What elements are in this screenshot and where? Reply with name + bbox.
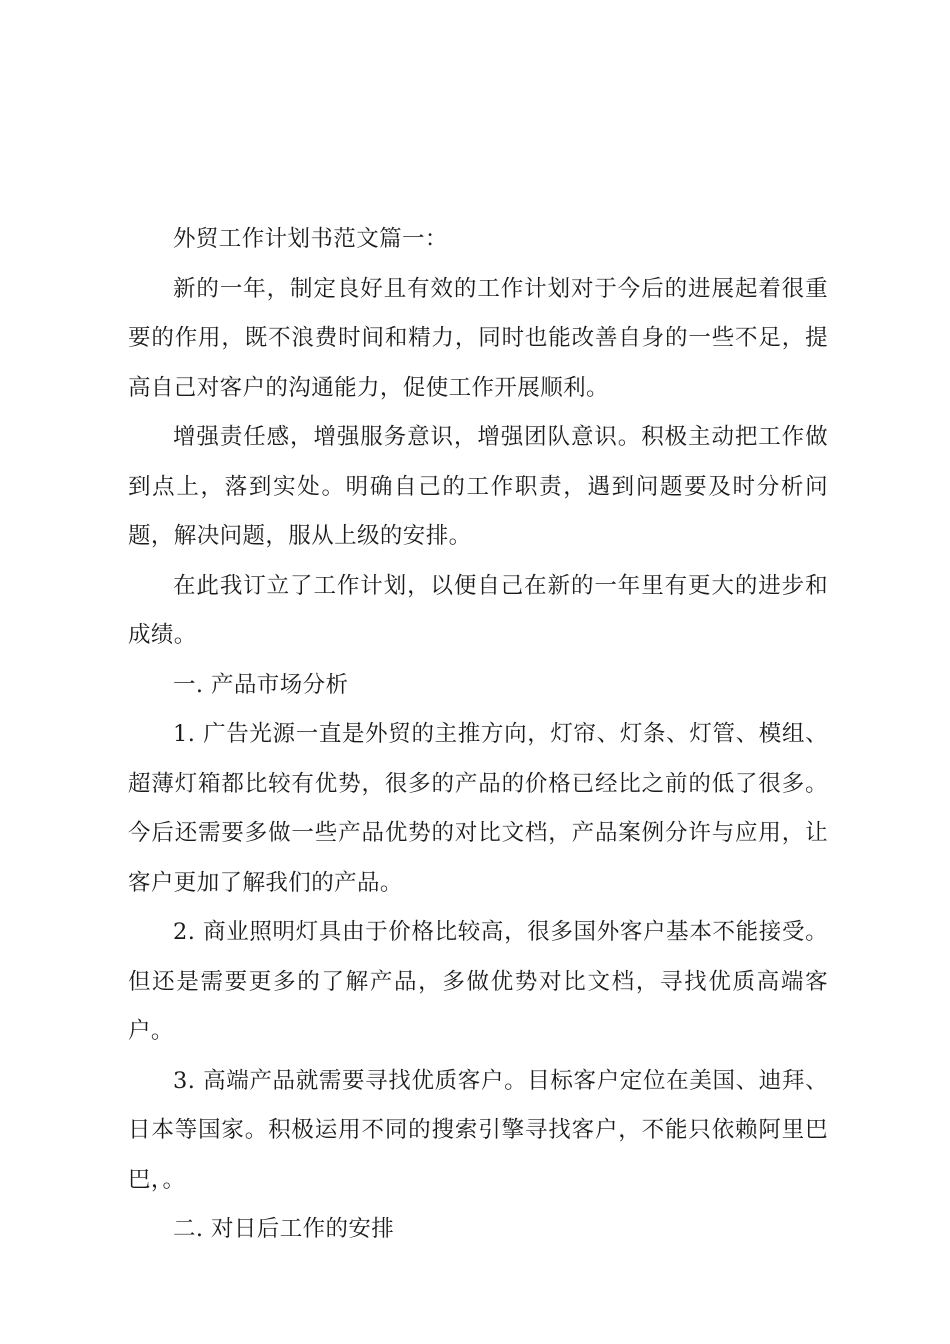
paragraph-intro: 新的一年，制定良好且有效的工作计划对于今后的进展起着很重要的作用，既不浪费时间和精力，同时也能改善自身的一些不足，提高自己对客户的沟通能力，促使工作开展顺利。 <box>128 275 828 401</box>
paragraph-attitude: 增强责任感，增强服务意识，增强团队意识。积极主动把工作做到点上，落到实处。明确自己的工作职责，遇到问题要及时分析问题，解决问题，服从上级的安排。 <box>128 424 828 549</box>
list-item-1: 1. 广告光源一直是外贸的主推方向，灯帘、灯条、灯管、模组、超薄灯箱都比较有优势，很多的产品的价格已经比之前的低了很多。今后还需要多做一些产品优势的对比文档，产品案例分许与应用，让客户更加了解我们的产品。 <box>128 721 828 896</box>
section-heading-title: 外贸工作计划书范文篇一： <box>173 226 448 252</box>
section-heading-market-analysis: 一. 产品市场分析 <box>173 671 349 698</box>
paragraph-plan: 在此我订立了工作计划，以便自己在新的一年里有更大的进步和成绩。 <box>128 572 828 648</box>
list-item-2: 2. 商业照明灯具由于价格比较高，很多国外客户基本不能接受。但还是需要更多的了解产品，多做优势对比文档，寻找优质高端客户。 <box>128 919 828 1044</box>
document-body <box>128 215 828 1255</box>
section-heading-future-work: 二. 对日后工作的安排 <box>173 1216 395 1242</box>
list-item-3: 3. 高端产品就需要寻找优质客户。目标客户定位在美国、迪拜、日本等国家。积极运用不同的搜索引擎寻找客户，不能只依赖阿里巴巴，。 <box>128 1067 828 1193</box>
